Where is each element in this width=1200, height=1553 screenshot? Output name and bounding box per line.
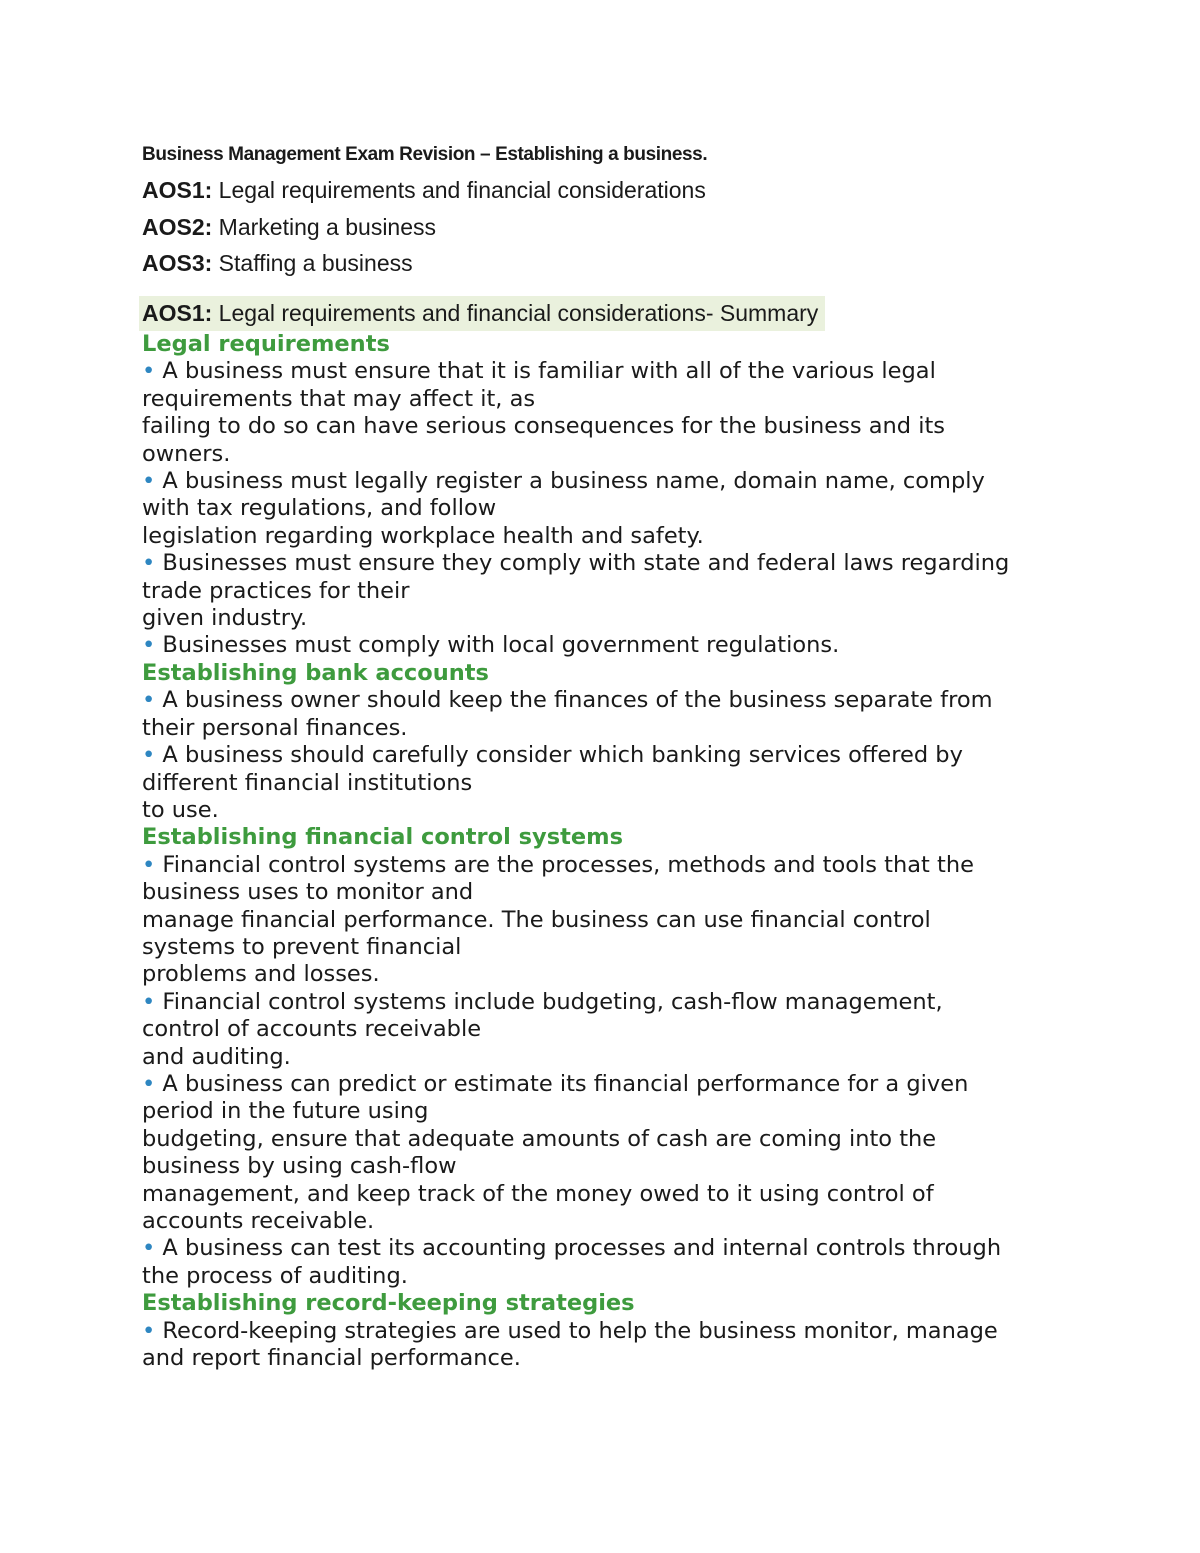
text-line: problems and losses. — [142, 961, 380, 988]
bullet-glyph: • — [142, 687, 156, 714]
text-line: • A business must ensure that it is familiar with all of the various legal — [142, 358, 936, 385]
bullet-glyph: • — [142, 742, 156, 769]
text-line: manage financial performance. The business can use financial control — [142, 906, 931, 933]
aos3-code: AOS3: — [142, 250, 213, 276]
bullet-glyph: • — [142, 468, 156, 495]
bullet-glyph: • — [142, 1070, 156, 1097]
text-line: systems to prevent financial — [142, 933, 462, 960]
text-line: • A business can predict or estimate its financial performance for a given — [142, 1070, 969, 1097]
aos1-line — [142, 177, 706, 204]
text-line: accounts receivable. — [142, 1208, 375, 1234]
text-line: with tax regulations, and follow — [142, 495, 497, 522]
aos1-code: AOS1: — [142, 177, 213, 203]
section-heading: Establishing financial control systems — [142, 824, 623, 851]
text-line: requirements that may affect it, as — [142, 385, 536, 412]
text-line: period in the future using — [142, 1098, 429, 1125]
text-line: given industry. — [142, 605, 308, 632]
summary-heading-text: Legal requirements and financial considerations- Summary — [212, 300, 819, 326]
bullet-glyph: • — [142, 1235, 156, 1262]
text-line: budgeting, ensure that adequate amounts of cash are coming into the — [142, 1125, 937, 1152]
text-line: • A business owner should keep the finances of the business separate from — [142, 687, 993, 714]
text-line: • A business must legally register a business name, domain name, comply — [142, 468, 985, 495]
section-heading: Establishing record-keeping strategies — [142, 1290, 635, 1317]
bullet-glyph: • — [142, 550, 156, 577]
bullet-glyph: • — [142, 632, 156, 659]
text-line: management, and keep track of the money owed to it using control of — [142, 1180, 934, 1207]
aos2-code: AOS2: — [142, 214, 213, 240]
text-line: trade practices for their — [142, 577, 410, 604]
text-line: • Businesses must ensure they comply with state and federal laws regarding — [142, 550, 1010, 577]
aos3-line — [142, 250, 413, 277]
text-line: business uses to monitor and — [142, 879, 474, 906]
aos3-text: Staffing a business — [212, 250, 413, 276]
bullet-glyph: • — [142, 851, 156, 878]
bullet-glyph: • — [142, 1317, 156, 1344]
text-line: business by using cash-flow — [142, 1153, 457, 1180]
text-line: owners. — [142, 440, 231, 467]
aos2-line — [142, 214, 436, 241]
text-line: • Financial control systems are the processes, methods and tools that the — [142, 851, 974, 878]
text-line: and auditing. — [142, 1043, 291, 1070]
text-line: their personal finances. — [142, 714, 408, 741]
bullet-glyph: • — [142, 988, 156, 1015]
text-line: the process of auditing. — [142, 1262, 408, 1289]
text-line: to use. — [142, 796, 219, 823]
summary-heading-code: AOS1: — [142, 300, 213, 326]
text-line: failing to do so can have serious consequences for the business and its — [142, 413, 945, 440]
document-title: Business Management Exam Revision – Establishing a business. — [142, 144, 708, 165]
text-line: • A business can test its accounting processes and internal controls through — [142, 1235, 1002, 1262]
summary-content — [142, 331, 1072, 1372]
summary-heading — [139, 296, 825, 331]
text-line: • Businesses must comply with local government regulations. — [142, 632, 840, 659]
text-line: • A business should carefully consider which banking services offered by — [142, 742, 963, 769]
text-line: • Record-keeping strategies are used to help the business monitor, manage — [142, 1317, 998, 1344]
aos2-text: Marketing a business — [212, 214, 437, 240]
section-heading: Legal requirements — [142, 331, 390, 357]
aos1-text: Legal requirements and financial considerations — [212, 177, 706, 203]
text-line: control of accounts receivable — [142, 1016, 482, 1043]
text-line: • Financial control systems include budgeting, cash-flow management, — [142, 988, 943, 1015]
text-line: different financial institutions — [142, 769, 473, 796]
text-line: legislation regarding workplace health and safety. — [142, 522, 704, 549]
text-line: and report financial performance. — [142, 1345, 521, 1372]
bullet-glyph: • — [142, 358, 156, 385]
section-heading: Establishing bank accounts — [142, 659, 489, 686]
